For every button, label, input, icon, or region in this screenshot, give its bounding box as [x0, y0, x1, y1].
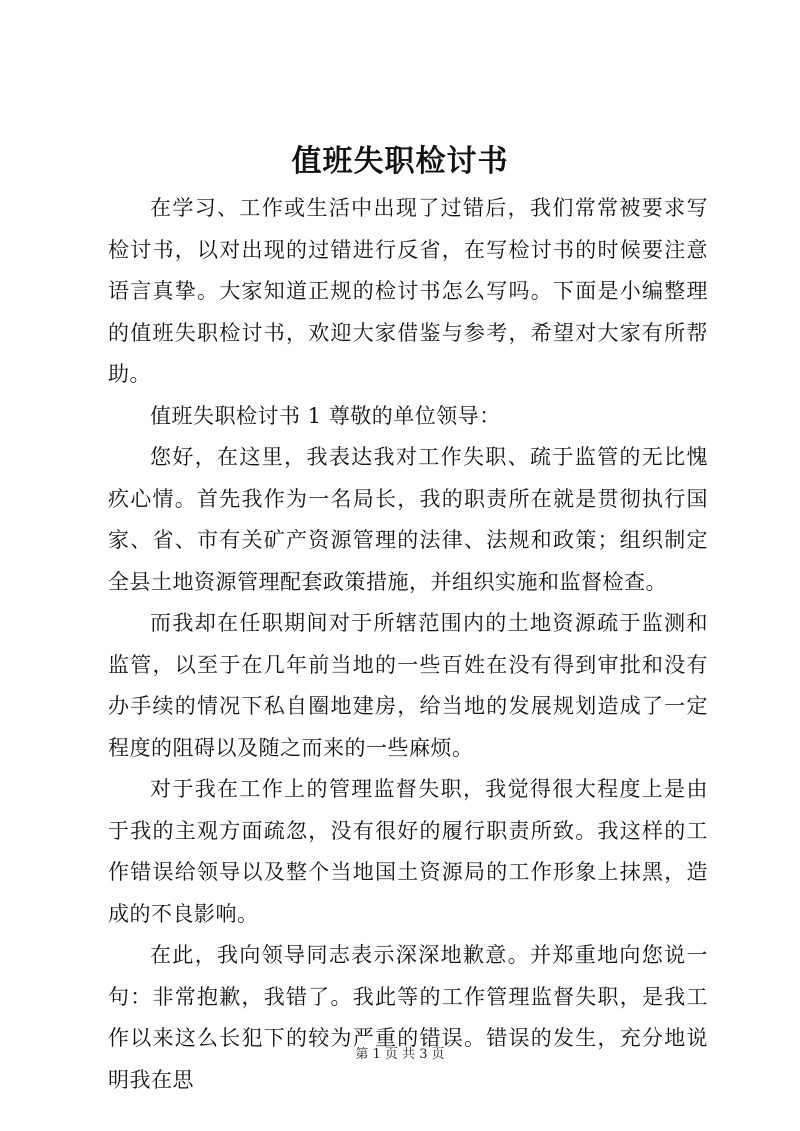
- paragraph-apology: 在此，我向领导同志表示深深地歉意。并郑重地向您说一句：非常抱歉，我错了。我此等的工作管理监督失职，是我工作以来这么长犯下的较为严重的错误。错误的发生，充分地说明我在思: [108, 943, 708, 1092]
- document-title: 值班失职检讨书: [291, 144, 509, 179]
- paragraph-intro: 在学习、工作或生活中出现了过错后，我们常常被要求写检讨书，以对出现的过错进行反省，在写检讨书的时候要注意语言真挚。大家知道正规的检讨书怎么写吗。下面是小编整理的值班失职检讨书，欢迎大家借鉴与参考，希望对大家有所帮助。: [108, 196, 708, 386]
- page-footer: 第 1 页 共 3 页: [355, 1047, 445, 1062]
- paragraph-responsibility: 对于我在工作上的管理监督失职，我觉得很大程度上是由于我的主观方面疏忽，没有很好的履行职责所致。我这样的工作错误给领导以及整个当地国土资源局的工作形象上抹黑，造成的不良影响。: [108, 777, 708, 926]
- document-body: [108, 188, 708, 1101]
- paragraph-negligence: 而我却在任职期间对于所辖范围内的土地资源疏于监测和监管，以至于在几年前当地的一些百姓在没有得到审批和没有办手续的情况下私自圈地建房，给当地的发展规划造成了一定程度的阻碍以及随之而来的一些麻烦。: [108, 611, 708, 760]
- paragraph-greeting: 您好，在这里，我表达我对工作失职、疏于监管的无比愧疚心情。首先我作为一名局长，我的职责所在就是贯彻执行国家、省、市有关矿产资源管理的法律、法规和政策；组织制定全县土地资源管理配套政策措施，并组织实施和监督检查。: [108, 445, 708, 594]
- paragraph-salutation: 值班失职检讨书 1 尊敬的单位领导：: [150, 403, 501, 428]
